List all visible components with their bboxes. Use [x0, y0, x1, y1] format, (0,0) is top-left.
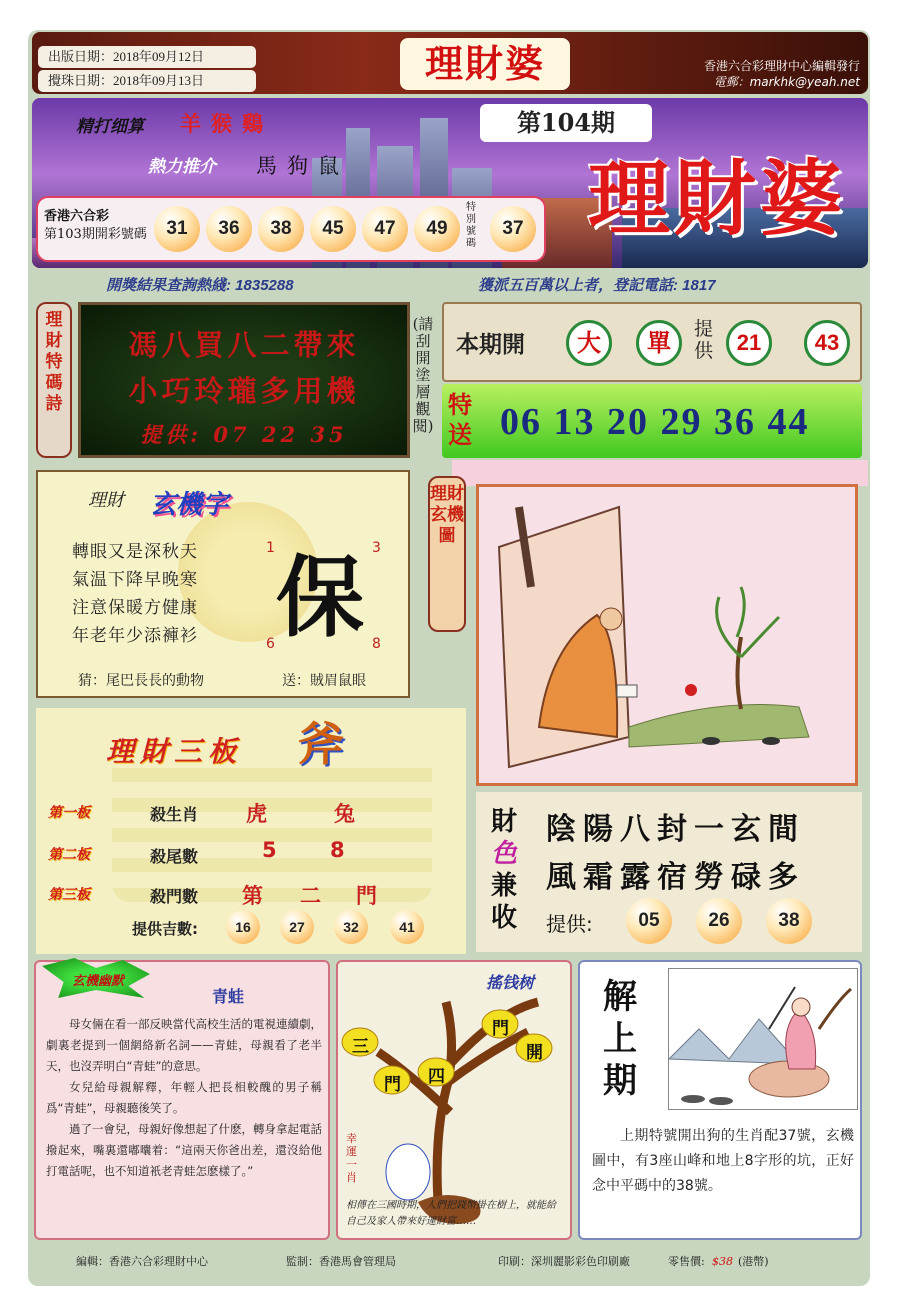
pink-strip [452, 460, 868, 486]
tree-illustration [338, 962, 570, 1238]
corner-8: 8 [372, 636, 381, 652]
publisher-info [620, 58, 860, 90]
footer-price: $38 [712, 1255, 733, 1268]
cai-side-char: 色 [490, 839, 517, 869]
cai-side-char: 兼 [490, 871, 517, 901]
footer-printer: 印刷：深圳麗影彩色印刷廠 [498, 1255, 630, 1268]
joke-panel [34, 960, 330, 1240]
cai-line-2: 風霜露宿勞碌多 [546, 860, 805, 895]
poem-provide: 提供: 07 22 35 [140, 422, 348, 447]
ban-text: 殺門數 [150, 887, 199, 906]
publisher: 香港六合彩理財中心編輯發行 [703, 59, 860, 73]
lady-illustration [669, 969, 857, 1109]
xuanji-send: 送：賊眉鼠眼 [282, 673, 366, 689]
publish-date: 出版日期：2018年09月12日 [38, 46, 256, 68]
special-poem-side-label: 理財特碼詩 [36, 302, 72, 458]
joke-paragraph: 女兒給母親解釋，年輕人把長相較醜的男子稱爲“青蛙”，母親聽後笑了。 [46, 1080, 322, 1115]
results-label-2: 第103期開彩號碼 [44, 227, 147, 242]
lucky-label: 提供吉數: [132, 920, 198, 938]
cai-provide: 提供: [546, 912, 593, 936]
result-ball: 49 [414, 206, 460, 252]
open-panel [442, 302, 862, 382]
open-n2: 43 [804, 320, 850, 366]
open-n1: 21 [726, 320, 772, 366]
poem-line-2: 小巧玲瓏多用機 [128, 374, 360, 408]
open-label: 本期開 [456, 331, 525, 358]
cai-side-char: 收 [490, 903, 517, 933]
joke-paragraph: 母女倆在看一部反映當代高校生活的電視連續劇，劇裏老提到一個網絡新名詞——青蛙，母親看了老半天，也沒弄明白“青蛙”的意思。 [46, 1017, 322, 1073]
open-big: 大 [566, 320, 612, 366]
banner-logo: 理財婆 [587, 151, 846, 247]
pick1-label: 精打细算 [76, 117, 144, 137]
hotline-register: 獲派五百萬以上者，登記電話: 1817 [478, 277, 716, 294]
xuanji-pic-side-label: 理財玄機圖 [428, 476, 466, 632]
ban-text: 殺尾數 [150, 847, 199, 866]
footer-supervisor: 監制：香港馬會管理局 [286, 1255, 396, 1268]
special-send-label: 特送 [448, 390, 472, 449]
tree-fruit: 開 [526, 1043, 543, 1063]
tree-fruit: 門 [384, 1075, 401, 1095]
xuanji-title: 玄機字 [150, 490, 229, 520]
xuanji-char: 保 [276, 545, 365, 649]
ban-value: 第 [242, 884, 263, 908]
joke-badge: 玄機幽默 [72, 974, 125, 989]
poem-line-1: 馮八買八二帶來 [128, 328, 360, 362]
jie-title: 解上期 [603, 977, 637, 1101]
ban-text: 殺生肖 [150, 805, 199, 824]
results-panel [36, 196, 546, 262]
xuanji-line: 年老年少添褲衫 [72, 626, 198, 646]
lucky-ball: 16 [226, 910, 260, 944]
xuanji-prefix: 理財 [88, 490, 124, 511]
email: 電郵：markhk@yeah.net [713, 75, 860, 89]
tree-fruit: 三 [352, 1037, 369, 1057]
xuanji-poem [72, 538, 198, 650]
abacus-decoration [112, 752, 432, 902]
result-ball: 36 [206, 206, 252, 252]
header-logo: 理財婆 [400, 38, 570, 90]
tree-fruit: 門 [492, 1019, 509, 1039]
ban-label: 第三板 [48, 887, 90, 903]
result-ball: 45 [310, 206, 356, 252]
jie-text: 上期特號開出狗的生肖配37號，玄機圖中，有3座山峰和地上8字形的坑，正好念中平碼中的38號。 [592, 1128, 854, 1194]
hotline-query: 開獎結果查詢熱綫: 1835288 [106, 277, 294, 294]
special-send-numbers: 06 13 20 29 36 44 [500, 401, 810, 443]
pick2-value: 馬狗鼠 [256, 154, 349, 178]
footer-editor: 編輯：香港六合彩理財中心 [76, 1255, 208, 1268]
ban-value: 8 [330, 838, 345, 862]
open-provide: 提供 [694, 318, 714, 362]
cai-se-jian-shou-panel [476, 792, 862, 952]
xuanji-line: 注意保暖方健康 [72, 598, 198, 618]
open-odd: 單 [636, 320, 682, 366]
result-ball: 31 [154, 206, 200, 252]
jie-shang-qi-panel [578, 960, 862, 1240]
footer-price-unit: (港幣) [738, 1255, 769, 1268]
ban-value: 5 [262, 838, 277, 862]
results-label-1: 香港六合彩 [44, 209, 110, 224]
cai-ball: 38 [766, 898, 812, 944]
sanban-title: 理財三板 [106, 735, 243, 768]
draw-date: 攪珠日期：2018年09月13日 [38, 70, 256, 92]
result-ball: 47 [362, 206, 408, 252]
footer-price-label: 零售價: [668, 1255, 705, 1268]
special-send-panel [442, 384, 862, 458]
scratch-note: (請刮開塗層觀閱) [412, 315, 434, 435]
pick1-value: 羊猴鷄 [180, 111, 273, 136]
xuanji-word-panel [36, 470, 410, 698]
lucky-ball: 32 [334, 910, 368, 944]
issue-number: 第104期 [480, 104, 652, 142]
xuanji-line: 轉眼又是深秋天 [72, 542, 198, 562]
ban-label: 第二板 [48, 847, 90, 863]
money-tree-panel [336, 960, 572, 1240]
ban-value: 兔 [334, 802, 355, 826]
tree-fruit: 四 [428, 1067, 445, 1087]
axe-char: 斧 [298, 717, 344, 771]
scholar-illustration [479, 487, 855, 783]
result-ball: 38 [258, 206, 304, 252]
ban-label: 第一板 [48, 805, 90, 821]
pick2-label: 熱力推介 [148, 157, 216, 177]
ban-value: 門 [356, 884, 377, 908]
lucky-ball: 41 [390, 910, 424, 944]
tree-caption: 相傳在三國時期，人們把錢幣掛在樹上，就能給自己及家人帶來好運財富…… [346, 1200, 556, 1227]
cai-side-label [488, 806, 520, 934]
corner-3: 3 [372, 540, 381, 556]
tree-tag: 幸運一肖 [346, 1132, 357, 1184]
cai-side-char: 財 [490, 807, 517, 837]
xuanji-line: 氣温下降早晚寒 [72, 570, 198, 590]
scratch-panel[interactable] [78, 302, 410, 458]
results-label [44, 208, 147, 244]
special-label: 特別號碼 [466, 202, 476, 249]
cai-line-1: 陰陽八封一玄間 [546, 812, 805, 847]
corner-1: 1 [266, 540, 275, 556]
cai-ball: 05 [626, 898, 672, 944]
ban-value: 虎 [246, 802, 267, 826]
corner-6: 6 [266, 636, 275, 652]
special-ball: 37 [490, 206, 536, 252]
jie-picture [668, 968, 858, 1110]
lucky-ball: 27 [280, 910, 314, 944]
xuanji-picture [476, 484, 858, 786]
tree-title: 搖钱树 [486, 973, 535, 992]
joke-body [46, 1014, 322, 1182]
joke-title: 青蛙 [212, 987, 245, 1006]
cai-ball: 26 [696, 898, 742, 944]
footer [32, 1250, 868, 1274]
xuanji-guess: 猜：尾巴長長的動物 [78, 673, 204, 689]
ban-value: 二 [300, 884, 321, 908]
joke-paragraph: 過了一會兒，母親好像想起了什麽，轉身拿起電話撥起來，嘴裏還嘟囔着：“這兩天你爸出差，還沒給他打電話呢，也不知道衹老青蛙怎麽樣了。” [46, 1122, 322, 1178]
sanban-panel [36, 708, 466, 954]
